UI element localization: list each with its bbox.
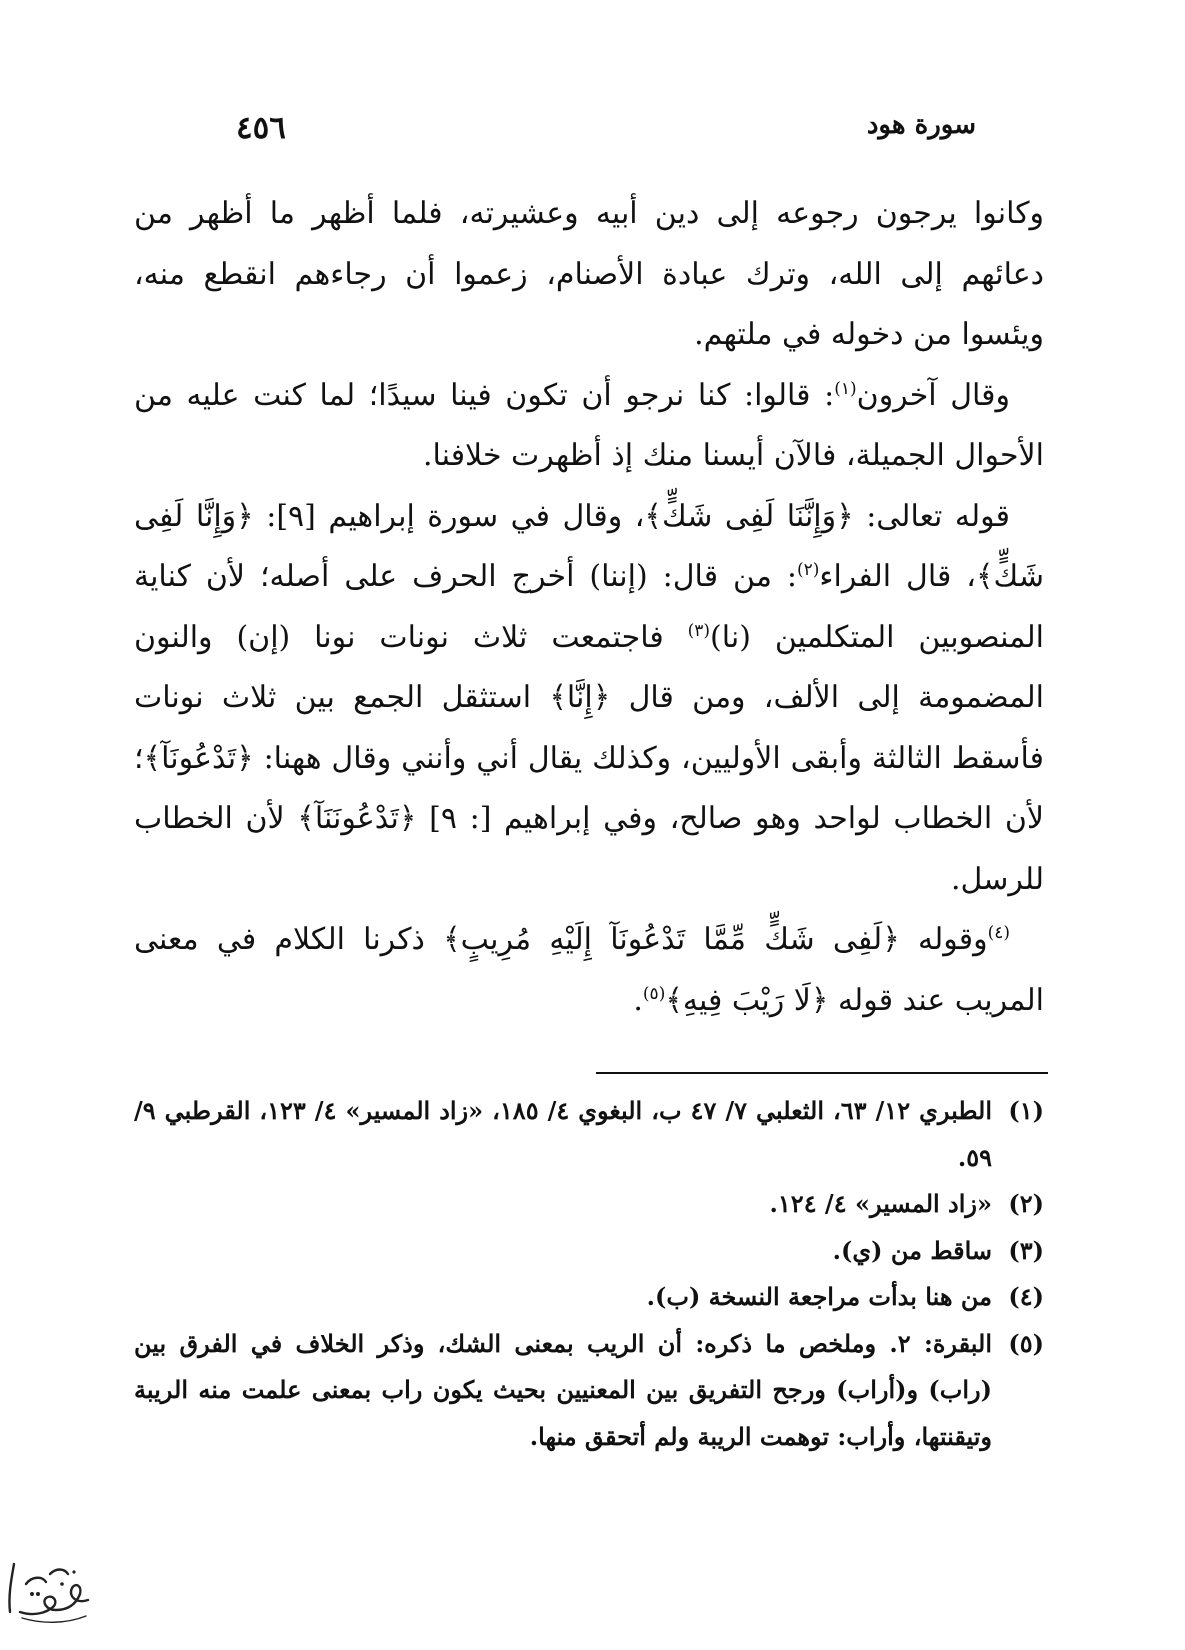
paragraph-3-end: فاجتمعت ثلاث نونات نونا (إن) والنون المضمومة إلى الألف، ومن قال ﴿إِنَّا﴾ استثقل الجمع بين ثلاث نونات فأسقط الثالثة وأبقى الأوليين، وكذلك يقال أني وأنني وقال ههنا: ﴿تَدْعُونَآ﴾؛ لأن الخطاب لواحد وهو صالح، وفي إبراهيم [: ٩] ﴿تَدْعُونَنَآ﴾ لأن الخطاب للرسل. <box>134 619 1044 897</box>
paragraph-2-end: : قالوا: كنا نرجو أن تكون فينا سيدًا؛ لما كنت عليه من الأحوال الجميلة، فالآن أيسنا منك إذ أظهرت خلافنا. <box>134 377 1044 473</box>
paragraph-2-start: وقال آخرون <box>856 377 1010 413</box>
footnote <box>134 1088 1044 1181</box>
footnote-text: من هنا بدأت مراجعة النسخة (ب). <box>646 1282 992 1311</box>
running-title: سورة هود <box>866 110 976 140</box>
footnote-number: (٢) <box>1008 1189 1044 1218</box>
paragraph-4-end: . <box>633 982 643 1018</box>
paragraph-4 <box>134 910 1044 1031</box>
page-number: ٤٥٦ <box>236 110 286 146</box>
page-header <box>236 110 976 156</box>
footnote-text: «زاد المسير» ٤/ ١٢٤. <box>769 1189 992 1218</box>
footnote-text: ساقط من (ي). <box>832 1235 992 1265</box>
footnote-separator <box>596 1072 1048 1074</box>
paragraph-3-start: قوله تعالى: ﴿وَإِنَّنَا لَفِى شَكٍّ﴾، وقال في سورة إبراهيم [٩]: ﴿وَإِنَّا لَفِى شَكٍّ﴾، قال الفراء <box>134 498 1044 594</box>
footnotes <box>134 1088 1044 1460</box>
footnote <box>134 1181 1044 1228</box>
paragraph-3 <box>134 487 1044 911</box>
footnote-ref-4: (٤) <box>987 923 1010 943</box>
footnote-text: الطبري ١٢/ ٦٣، الثعلبي ٧/ ٤٧ ب، البغوي ٤/ ١٨٥، «زاد المسير» ٤/ ١٢٣، القرطبي ٩/ ٥٩. <box>134 1096 993 1172</box>
calligraphy-watermark-logo <box>2 1554 94 1628</box>
footnote-ref-2: (٢) <box>797 560 820 580</box>
footnote-ref-1: (١) <box>834 378 857 399</box>
footnote-number: (١) <box>1008 1096 1044 1125</box>
paragraph-3-middle: : من قال: (إننا) أخرج الحرف على أصله؛ لأن كناية المنصوبين المتكلمين (نا) <box>134 559 1044 655</box>
paragraph-1: وكانوا يرجون رجوعه إلى دين أبيه وعشيرته، فلما أظهر ما أظهر من دعائهم إلى الله، وترك عبادة الأصنام، زعموا أن رجاءهم انقطع منه، ويئسوا من دخوله في ملتهم. <box>134 196 1044 352</box>
footnote-ref-5: (٥) <box>642 983 666 1004</box>
footnote <box>134 1274 1044 1321</box>
main-text <box>134 184 1044 1031</box>
footnote-number: (٤) <box>1008 1282 1044 1311</box>
footnote-text: البقرة: ٢. وملخص ما ذكره: أن الريب بمعنى الشك، وذكر الخلاف في الفرق بين (راب) و(أراب) ورجح التفريق بين المعنيين بحيث يكون راب بمعنى علمت منه الريبة وتيقنتها، وأراب: توهمت الريبة ولم أتحقق منها. <box>134 1328 992 1451</box>
footnote-number: (٣) <box>1008 1235 1044 1265</box>
footnote-ref-3: (٣) <box>687 620 711 641</box>
footnote <box>134 1228 1044 1275</box>
footnote-number: (٥) <box>1008 1328 1044 1358</box>
footnote <box>134 1321 1044 1461</box>
paragraph-2 <box>134 366 1044 487</box>
paragraph-4-start: وقوله ﴿لَفِى شَكٍّ مِّمَّا تَدْعُونَآ إِلَيْهِ مُرِيبٍ﴾ ذكرنا الكلام في معنى المريب عند قوله ﴿لَا رَيْبَ فِيهِ﴾ <box>134 922 1044 1018</box>
